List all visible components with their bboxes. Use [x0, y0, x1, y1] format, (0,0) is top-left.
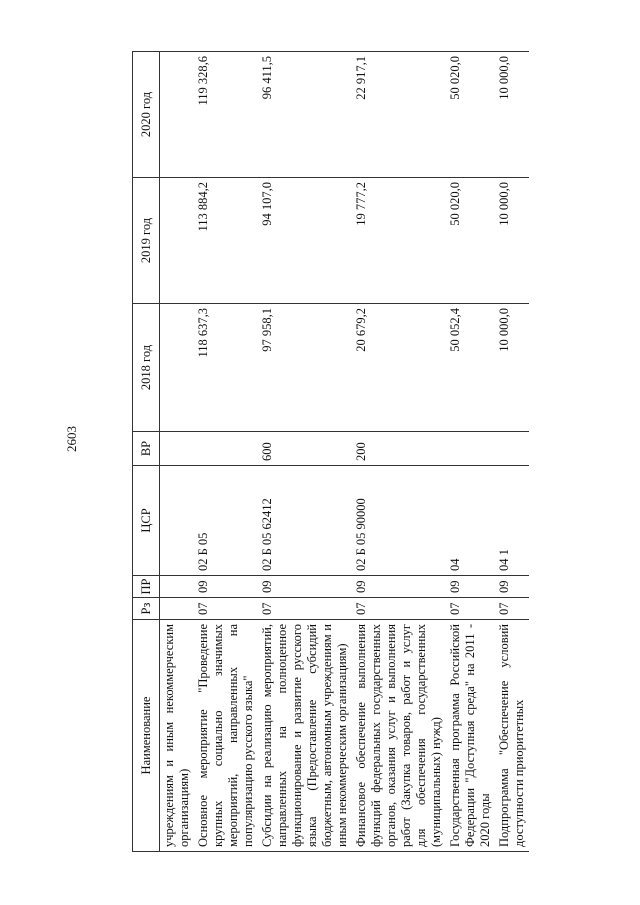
- row-vr: [160, 432, 195, 466]
- row-2020: 10 000,0: [495, 52, 529, 178]
- row-name: Государственная программа Российской Федерации "Доступная среда" на 2011 - 2020 годы: [446, 620, 495, 852]
- table-row: [446, 52, 495, 852]
- row-pr: 09: [258, 576, 352, 598]
- row-2020: 50 020,0: [446, 52, 495, 178]
- row-csr: 04 1: [495, 466, 529, 576]
- row-pr: 09: [352, 576, 446, 598]
- row-csr: 02 Б 05: [194, 466, 258, 576]
- table-header: [133, 52, 160, 852]
- row-2019: 50 020,0: [446, 178, 495, 304]
- row-2018: 10 000,0: [495, 304, 529, 432]
- header-name: Наименование: [133, 620, 160, 852]
- row-name: Субсидии на реализацию мероприятий, направленных на полноценное функционирование и развитие русского языка (Предоставление субсидий бюджетным, автономным учреждениям и иным некоммерческим организациям): [258, 620, 352, 852]
- row-vr: [446, 432, 495, 466]
- row-2018: 118 637,3: [194, 304, 258, 432]
- row-rz: 07: [446, 598, 495, 620]
- row-2018: 20 679,2: [352, 304, 446, 432]
- row-2018: 50 052,4: [446, 304, 495, 432]
- header-2018: 2018 год: [133, 304, 160, 432]
- row-name: Подпрограмма "Обеспечение условий доступности приоритетных: [495, 620, 529, 852]
- row-pr: 09: [446, 576, 495, 598]
- row-name: Основное мероприятие "Проведение крупных социально значимых мероприятий, направленных на популяризацию русского языка": [194, 620, 258, 852]
- row-pr: [160, 576, 195, 598]
- row-2020: 119 328,6: [194, 52, 258, 178]
- row-2019: 10 000,0: [495, 178, 529, 304]
- row-rz: 07: [352, 598, 446, 620]
- row-vr: 200: [352, 432, 446, 466]
- table-row: [160, 52, 195, 852]
- row-2020: 96 411,5: [258, 52, 352, 178]
- row-2018: [160, 304, 195, 432]
- row-vr: [194, 432, 258, 466]
- row-name: учреждениям и иным некоммерческим организациям): [160, 620, 195, 852]
- table-row: [495, 52, 529, 852]
- row-rz: 07: [194, 598, 258, 620]
- row-2019: 94 107,0: [258, 178, 352, 304]
- row-rz: 07: [258, 598, 352, 620]
- page-number: 2603: [64, 426, 79, 452]
- header-2020: 2020 год: [133, 52, 160, 178]
- table-row: [352, 52, 446, 852]
- table-row: [194, 52, 258, 852]
- budget-table-container: [132, 52, 612, 852]
- row-2020: 22 917,1: [352, 52, 446, 178]
- budget-table: [132, 51, 529, 852]
- row-pr: 09: [194, 576, 258, 598]
- header-csr: ЦСР: [133, 466, 160, 576]
- header-pr: ПР: [133, 576, 160, 598]
- row-csr: 02 Б 05 62412: [258, 466, 352, 576]
- row-2019: 113 884,2: [194, 178, 258, 304]
- header-rz: Рз: [133, 598, 160, 620]
- row-csr: 04: [446, 466, 495, 576]
- row-2019: 19 777,2: [352, 178, 446, 304]
- row-2019: [160, 178, 195, 304]
- header-vr: ВР: [133, 432, 160, 466]
- row-rz: [160, 598, 195, 620]
- row-vr: 600: [258, 432, 352, 466]
- row-rz: 07: [495, 598, 529, 620]
- row-pr: 09: [495, 576, 529, 598]
- row-2018: 97 958,1: [258, 304, 352, 432]
- header-2019: 2019 год: [133, 178, 160, 304]
- row-csr: [160, 466, 195, 576]
- row-2020: [160, 52, 195, 178]
- row-csr: 02 Б 05 90000: [352, 466, 446, 576]
- row-vr: [495, 432, 529, 466]
- row-name: Финансовое обеспечение выполнения функций федеральных государственных органов, оказания услуг и выполнения работ (Закупка товаров, работ и услуг для обеспечения государственных (муниципальных) нужд): [352, 620, 446, 852]
- table-row: [258, 52, 352, 852]
